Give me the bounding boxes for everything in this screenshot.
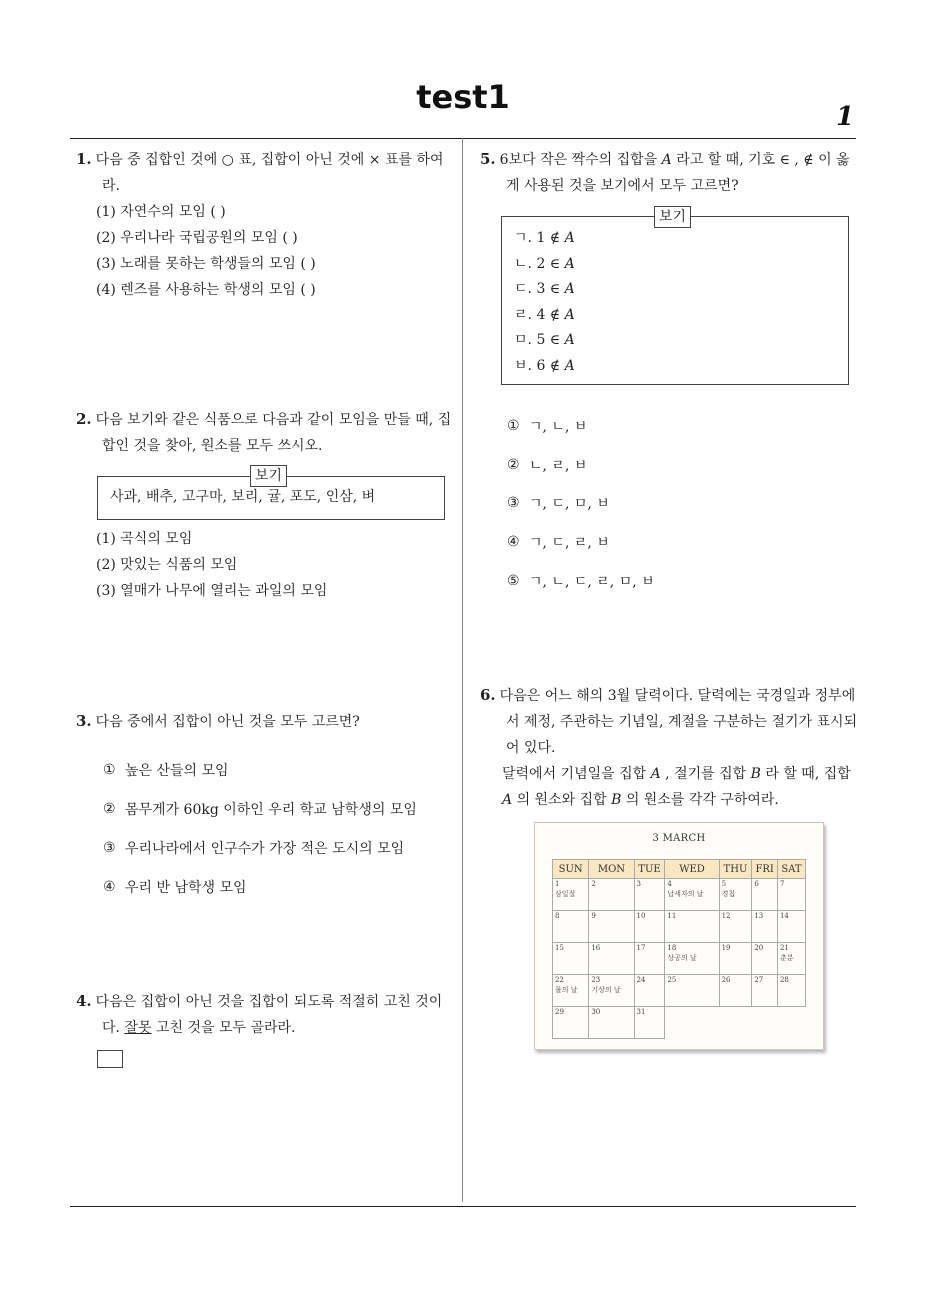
choice-mark: ② [103, 801, 116, 817]
question-6 [480, 682, 860, 813]
example-expr: 6 ∉ [536, 357, 565, 374]
calendar-day-number: 15 [555, 944, 564, 952]
example-prefix: ㄷ. [514, 281, 537, 297]
calendar-day-number: 31 [636, 1008, 646, 1016]
question-1 [76, 146, 458, 303]
example-item [514, 252, 575, 278]
calendar-empty-cell [719, 1007, 752, 1039]
choice-mark: ① [103, 762, 116, 778]
set-variable: A [661, 152, 672, 168]
example-expr: 5 ∈ [536, 332, 565, 348]
calendar-day-cell [665, 911, 719, 943]
calendar-day-number: 12 [721, 912, 731, 920]
stem-text: 6보다 작은 짝수의 집합을 [499, 152, 662, 168]
calendar-day-cell [752, 879, 778, 911]
set-variable: A [502, 792, 513, 808]
calendar-day-cell [777, 975, 805, 1007]
example-item [514, 277, 575, 303]
calendar-day-number: 1 [555, 880, 560, 888]
calendar-weekday-header: TUE [634, 860, 665, 879]
choice-text: 우리나라에서 인구수가 가장 적은 도시의 모임 [125, 841, 405, 857]
calendar-day-number: 25 [667, 976, 677, 984]
set-variable: A [564, 332, 575, 348]
example-prefix: ㅂ. [514, 357, 537, 374]
stem-text: 다음 보기와 같은 식품으로 다음과 같이 모임을 만들 때, 집합인 것을 찾아, 원소를 모두 쓰시오. [95, 412, 452, 454]
calendar-week-row [553, 1007, 806, 1039]
calendar-day-cell [665, 943, 719, 975]
example-item [514, 354, 575, 380]
choice-option[interactable] [507, 416, 587, 436]
calendar-day-cell [777, 879, 805, 911]
choice-text: ㄴ, ㄹ, ㅂ [529, 458, 588, 474]
question-3 [76, 708, 458, 735]
question-6-stem [480, 682, 860, 761]
question-1-item: (3) 노래를 못하는 학생들의 모임 ( ) [96, 256, 316, 272]
choice-option[interactable] [103, 838, 404, 858]
calendar-day-number: 2 [591, 880, 596, 888]
calendar-day-cell [752, 911, 778, 943]
calendar-day-cell [752, 975, 778, 1007]
choice-option[interactable] [507, 455, 587, 475]
calendar-day-number: 19 [721, 944, 731, 952]
choice-option[interactable] [103, 877, 247, 897]
question-number: 3. [76, 712, 92, 730]
example-item [514, 328, 575, 354]
question-4 [76, 988, 458, 1041]
stem-text: 라고 할 때, 기호 ∈ , ∉ 이 옳게 사용된 것을 보기에서 모두 고르면? [506, 152, 850, 194]
choice-mark: ⑤ [507, 573, 520, 589]
example-expr: 4 ∉ [536, 306, 565, 323]
calendar-week-row [553, 943, 806, 975]
calendar-day-note: 상공의 날 [667, 954, 697, 962]
stem-underlined: 잘못 [124, 1020, 152, 1036]
calendar-day-number: 4 [667, 880, 672, 888]
calendar-day-cell [634, 1007, 665, 1039]
calendar-day-cell [553, 975, 589, 1007]
q5-example-box [501, 216, 849, 385]
stem-text: 고친 것을 모두 골라라. [151, 1020, 296, 1036]
calendar-day-cell [589, 943, 634, 975]
calendar-weekday-header: SUN [553, 860, 589, 879]
stem-text: , 절기를 집합 [660, 766, 751, 782]
set-variable: A [564, 306, 575, 323]
stem-text: 다음 중에서 집합이 아닌 것을 모두 고르면? [95, 714, 360, 730]
calendar-day-note: 기상의 날 [591, 986, 621, 994]
question-4-stem [76, 988, 458, 1041]
q5-example-label: 보기 [654, 206, 691, 228]
page-title: test1 [416, 78, 510, 116]
question-number: 2. [76, 410, 92, 428]
calendar-grid [552, 859, 806, 1039]
calendar-weekday-header: WED [665, 860, 719, 879]
calendar-day-cell [553, 879, 589, 911]
calendar-day-number: 27 [754, 976, 764, 984]
calendar-day-number: 21 [779, 944, 789, 952]
choice-text: ㄱ, ㄴ, ㅂ [529, 419, 588, 435]
column-divider [462, 138, 463, 1202]
stem-text: 다음은 어느 해의 3월 달력이다. 달력에는 국경일과 정부에서 제정, 주관하는 기념일, 계절을 구분하는 절기가 표시되어 있다. [499, 688, 858, 756]
example-expr: 3 ∈ [536, 281, 565, 297]
set-variable: A [564, 255, 575, 272]
choice-text: ㄱ, ㄴ, ㄷ, ㄹ, ㅁ, ㅂ [529, 574, 655, 590]
question-2-stem [76, 406, 458, 459]
choice-mark: ④ [507, 534, 520, 550]
question-1-stem [76, 146, 458, 199]
question-number: 4. [76, 992, 92, 1010]
calendar-day-note: 물의 날 [555, 986, 578, 994]
calendar-empty-cell [752, 1007, 778, 1039]
calendar-day-cell [634, 975, 665, 1007]
calendar-day-cell [589, 879, 634, 911]
question-2-item: (1) 곡식의 모임 [96, 531, 193, 547]
calendar-day-number: 20 [754, 944, 764, 952]
calendar-day-cell [634, 943, 665, 975]
stem-text: 의 원소와 집합 [512, 792, 612, 808]
set-variable: A [564, 281, 575, 297]
stem-text: 달력에서 기념일을 집합 [502, 766, 651, 782]
calendar-day-note: 경칩 [721, 890, 736, 898]
calendar-day-number: 8 [555, 912, 560, 920]
question-2 [76, 406, 458, 459]
calendar-day-number: 11 [667, 912, 677, 920]
calendar-day-number: 5 [721, 880, 727, 888]
question-1-item: (4) 렌즈를 사용하는 학생의 모임 ( ) [96, 282, 316, 298]
calendar-day-cell [553, 1007, 589, 1039]
calendar-day-number: 3 [636, 880, 642, 888]
choice-text: ㄱ, ㄷ, ㅁ, ㅂ [529, 496, 610, 512]
calendar-day-number: 30 [591, 1008, 601, 1016]
calendar-day-note: 춘분 [779, 954, 794, 962]
choice-text: 몸무게가 60kg 이하인 우리 학교 남학생의 모임 [125, 802, 417, 818]
calendar-day-cell [665, 975, 719, 1007]
calendar-day-note: 삼일절 [555, 890, 576, 898]
choice-mark: ③ [507, 495, 520, 511]
calendar-day-number: 14 [779, 912, 789, 920]
set-variable: A [564, 230, 575, 246]
calendar-week-row [553, 911, 806, 943]
question-1-item: (1) 자연수의 모임 ( ) [96, 204, 226, 220]
calendar-day-cell [777, 943, 805, 975]
choice-mark: ③ [103, 840, 116, 856]
calendar-day-number: 10 [636, 912, 646, 920]
calendar-weekday-header: FRI [752, 860, 778, 879]
choice-option[interactable] [103, 799, 417, 819]
calendar-day-cell [719, 943, 752, 975]
calendar-day-number: 24 [636, 976, 646, 984]
set-variable: B [611, 792, 622, 808]
calendar-weekday-header: THU [719, 860, 752, 879]
calendar-day-cell [634, 911, 665, 943]
calendar-day-cell [589, 975, 634, 1007]
calendar-day-number: 26 [721, 976, 731, 984]
choice-option[interactable] [507, 532, 610, 552]
calendar-week-row [553, 879, 806, 911]
example-item [514, 226, 575, 252]
example-prefix: ㅁ. [514, 332, 537, 348]
calendar-day-number: 6 [754, 880, 759, 888]
question-number: 1. [76, 150, 92, 168]
set-variable: A [650, 766, 661, 782]
question-2-item: (3) 열매가 나무에 열리는 과일의 모임 [96, 583, 328, 599]
calendar-weekday-header: MON [589, 860, 634, 879]
footer-rule [70, 1206, 856, 1207]
calendar-day-cell [777, 911, 805, 943]
calendar-day-number: 13 [754, 912, 764, 920]
choice-text: 높은 산들의 모임 [125, 763, 229, 779]
calendar-day-number: 29 [555, 1008, 564, 1016]
choice-mark: ① [507, 418, 520, 434]
calendar-week-row [553, 975, 806, 1007]
calendar-day-number: 23 [591, 976, 601, 984]
calendar-day-cell [719, 911, 752, 943]
calendar-title: 3 MARCH [652, 833, 706, 844]
example-item [514, 303, 575, 329]
calendar-empty-cell [665, 1007, 719, 1039]
calendar-day-cell [634, 879, 665, 911]
choice-text: 우리 반 남학생 모임 [125, 880, 247, 896]
question-5 [480, 146, 860, 199]
stem-text: 다음 중 집합인 것에 ○ 표, 집합이 아닌 것에 × 표를 하여라. [95, 152, 444, 194]
calendar-day-number: 22 [555, 976, 564, 984]
choice-text: ㄱ, ㄷ, ㄹ, ㅂ [529, 535, 610, 551]
question-2-item: (2) 맛있는 식품의 모임 [96, 557, 238, 573]
set-variable: A [564, 357, 575, 374]
calendar-day-cell [665, 879, 719, 911]
question-number: 5. [480, 150, 496, 168]
choice-option[interactable] [507, 571, 655, 591]
question-6-stem-continued [480, 761, 860, 813]
example-expr: 1 ∉ [536, 230, 565, 246]
stem-text: 다음은 집합이 아닌 것을 집합이 되도록 적절히 고친 것이다. [95, 994, 443, 1036]
set-variable: B [750, 766, 761, 782]
answer-blank-box[interactable] [97, 1050, 123, 1068]
calendar-day-number: 9 [591, 912, 596, 920]
question-5-stem [480, 146, 860, 199]
calendar-day-number: 18 [667, 944, 677, 952]
page-number: 1 [836, 102, 855, 132]
calendar-day-number: 28 [779, 976, 789, 984]
question-2-items [76, 526, 458, 604]
stem-text: 의 원소를 각각 구하여라. [621, 792, 779, 808]
calendar-day-cell [589, 911, 634, 943]
calendar-day-cell [752, 943, 778, 975]
calendar-day-number: 16 [591, 944, 601, 952]
example-prefix: ㄴ. [514, 255, 537, 272]
calendar-empty-cell [777, 1007, 805, 1039]
example-prefix: ㄱ. [514, 230, 537, 246]
choice-mark: ② [507, 457, 520, 473]
calendar-day-cell [553, 911, 589, 943]
calendar-day-cell [719, 879, 752, 911]
choice-mark: ④ [103, 879, 116, 895]
example-prefix: ㄹ. [514, 306, 537, 323]
q5-example-list [514, 226, 575, 379]
calendar-day-cell [589, 1007, 634, 1039]
calendar-day-note: 납세자의 날 [667, 890, 704, 898]
calendar-day-number: 17 [636, 944, 646, 952]
question-number: 6. [480, 686, 496, 704]
question-3-stem [76, 708, 458, 735]
calendar-day-cell [553, 943, 589, 975]
question-1-item: (2) 우리나라 국립공원의 모임 ( ) [96, 230, 298, 246]
choice-option[interactable] [103, 760, 229, 780]
example-expr: 2 ∈ [536, 255, 565, 272]
q2-example-label: 보기 [250, 465, 287, 487]
header-rule [70, 138, 856, 139]
march-calendar [534, 822, 824, 1050]
calendar-weekday-header: SAT [777, 860, 805, 879]
calendar-day-cell [719, 975, 752, 1007]
q2-example-content: 사과, 배추, 고구마, 보리, 귤, 포도, 인삼, 벼 [110, 489, 376, 505]
calendar-day-number: 7 [779, 880, 785, 888]
stem-text: 라 할 때, 집합 [760, 766, 851, 782]
choice-option[interactable] [507, 493, 610, 513]
